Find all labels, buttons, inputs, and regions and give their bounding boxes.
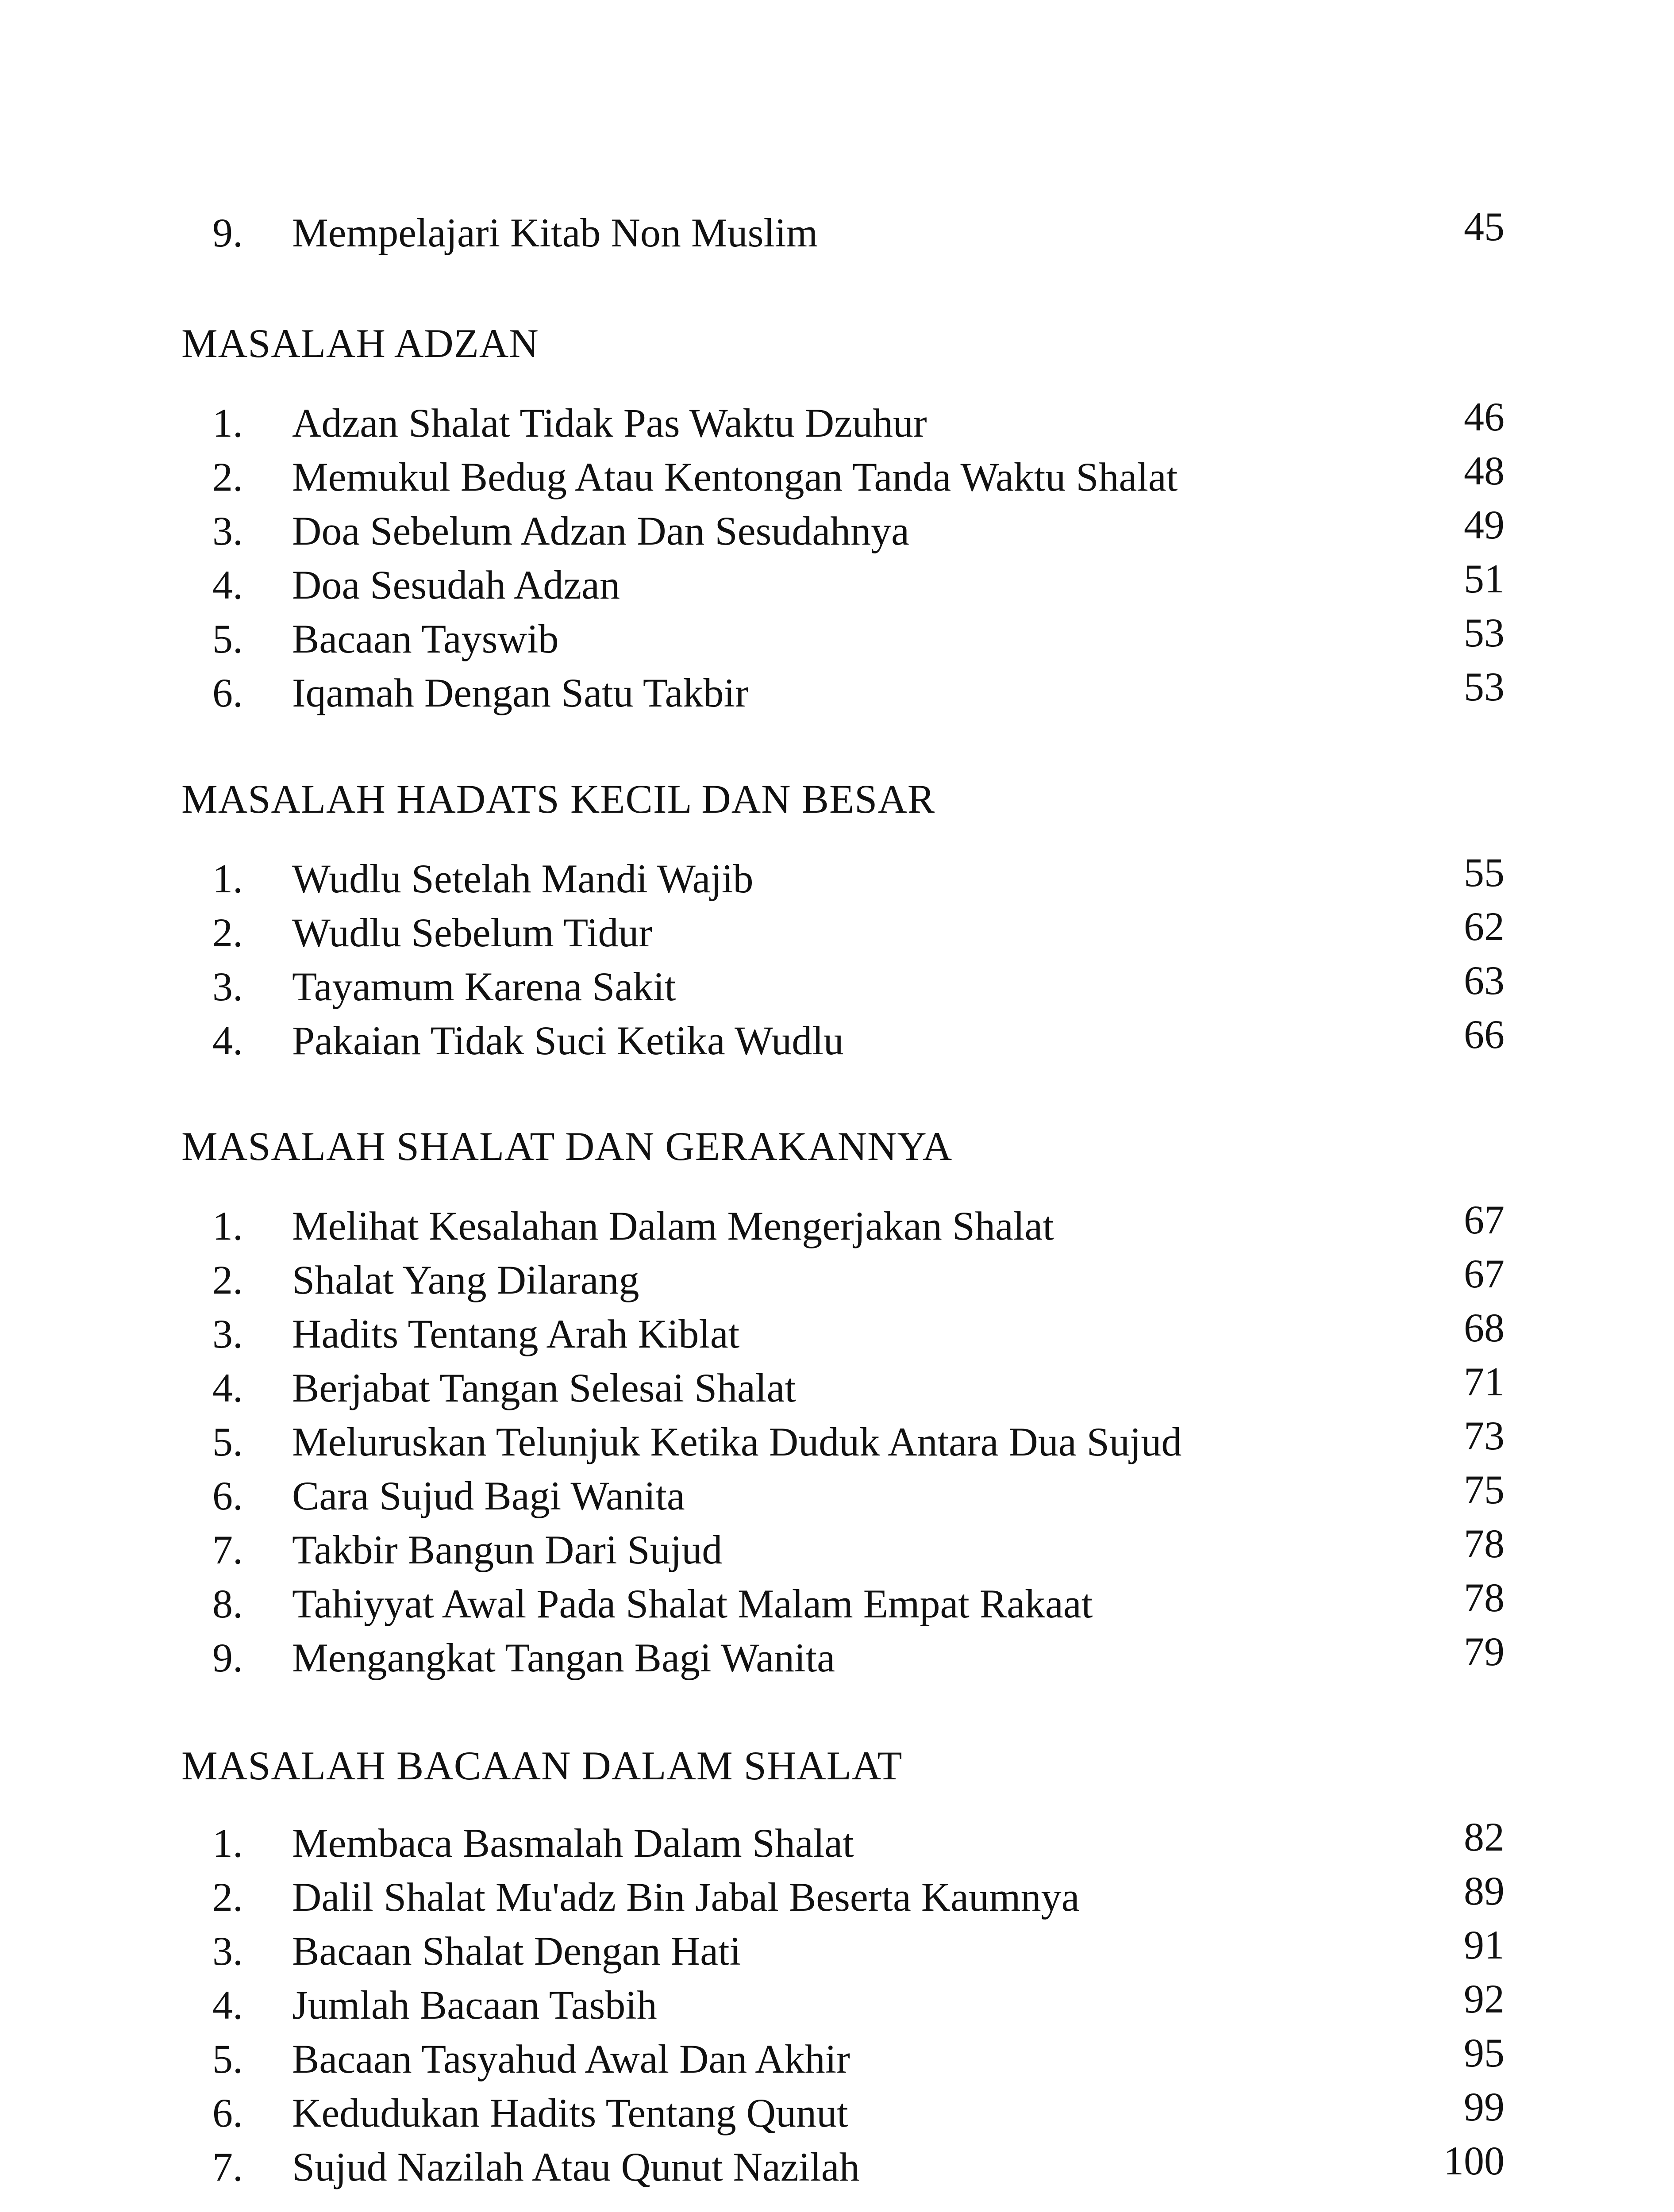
entry-number: 4.	[212, 1365, 243, 1410]
entry-page: 51	[1464, 556, 1505, 601]
entry-title: Wudlu Setelah Mandi Wajib	[292, 856, 754, 901]
entry-number: 3.	[212, 1928, 243, 1974]
entry-number: 1.	[212, 856, 243, 901]
entry-page: 100	[1443, 2138, 1505, 2183]
toc-entry	[181, 396, 1505, 450]
entry-number: 2.	[212, 910, 243, 955]
entry-page: 68	[1464, 1305, 1505, 1350]
entry-page: 62	[1464, 904, 1505, 949]
entry-title: Iqamah Dengan Satu Takbir	[292, 670, 749, 715]
entry-title: Bacaan Shalat Dengan Hati	[292, 1928, 741, 1974]
entry-page: 67	[1464, 1251, 1505, 1296]
entry-title: Membaca Basmalah Dalam Shalat	[292, 1820, 854, 1866]
entry-title: Jumlah Bacaan Tasbih	[292, 1982, 657, 2028]
entry-page: 78	[1464, 1575, 1505, 1620]
toc-entry	[181, 1870, 1505, 1924]
entry-number: 9.	[212, 1635, 243, 1680]
entry-title: Melihat Kesalahan Dalam Mengerjakan Shalat	[292, 1203, 1054, 1248]
section-heading-adzan: MASALAH ADZAN	[181, 321, 539, 366]
toc-section-shalat	[181, 1199, 1505, 1685]
entry-title: Doa Sesudah Adzan	[292, 562, 620, 607]
entry-page: 75	[1464, 1467, 1505, 1512]
entry-number: 1.	[212, 400, 243, 445]
entry-page: 48	[1464, 448, 1505, 493]
entry-page: 49	[1464, 502, 1505, 547]
toc-section-bacaan	[181, 1816, 1505, 2194]
entry-title: Pakaian Tidak Suci Ketika Wudlu	[292, 1018, 844, 1063]
entry-number: 8.	[212, 1581, 243, 1626]
entry-title: Dalil Shalat Mu'adz Bin Jabal Beserta Kaumnya	[292, 1874, 1080, 1920]
entry-title: Bacaan Tasyahud Awal Dan Akhir	[292, 2036, 850, 2081]
entry-number: 2.	[212, 1874, 243, 1920]
entry-number: 5.	[212, 616, 243, 661]
entry-title: Memukul Bedug Atau Kentongan Tanda Waktu Shalat	[292, 454, 1178, 499]
entry-page: 67	[1464, 1197, 1505, 1242]
entry-page: 89	[1464, 1868, 1505, 1913]
toc-entry	[181, 906, 1505, 960]
toc-entry	[181, 1307, 1505, 1361]
entry-page: 63	[1464, 958, 1505, 1003]
entry-page: 92	[1464, 1976, 1505, 2021]
entry-number: 3.	[212, 508, 243, 553]
toc-entry	[181, 206, 1505, 260]
entry-page: 79	[1464, 1629, 1505, 1674]
entry-page: 91	[1464, 1922, 1505, 1967]
toc-entry	[181, 558, 1505, 612]
entry-number: 7.	[212, 2144, 243, 2189]
entry-title: Berjabat Tangan Selesai Shalat	[292, 1365, 796, 1410]
entry-title: Wudlu Sebelum Tidur	[292, 910, 653, 955]
entry-number: 4.	[212, 562, 243, 607]
entry-title: Mempelajari Kitab Non Muslim	[292, 210, 818, 255]
entry-title: Adzan Shalat Tidak Pas Waktu Dzuhur	[292, 400, 927, 445]
entry-number: 9.	[212, 210, 243, 255]
entry-page: 53	[1464, 610, 1505, 655]
entry-number: 2.	[212, 1257, 243, 1302]
entry-number: 3.	[212, 1311, 243, 1356]
toc-entry	[181, 1014, 1505, 1068]
entry-number: 3.	[212, 964, 243, 1009]
toc-entry	[181, 1577, 1505, 1631]
toc-section-intro	[181, 206, 1505, 260]
entry-number: 1.	[212, 1203, 243, 1248]
entry-title: Meluruskan Telunjuk Ketika Duduk Antara Dua Sujud	[292, 1419, 1182, 1464]
toc-entry	[181, 666, 1505, 720]
toc-entry	[181, 1199, 1505, 1253]
entry-page: 71	[1464, 1359, 1505, 1404]
entry-page: 45	[1464, 204, 1505, 249]
toc-section-adzan	[181, 396, 1505, 720]
toc-entry	[181, 2086, 1505, 2140]
entry-page: 55	[1464, 850, 1505, 895]
entry-number: 7.	[212, 1527, 243, 1572]
toc-section-hadats	[181, 852, 1505, 1068]
entry-number: 4.	[212, 1018, 243, 1063]
entry-page: 95	[1464, 2030, 1505, 2075]
entry-title: Tahiyyat Awal Pada Shalat Malam Empat Rakaat	[292, 1581, 1093, 1626]
toc-entry	[181, 1631, 1505, 1685]
toc-entry	[181, 960, 1505, 1014]
section-heading-bacaan: MASALAH BACAAN DALAM SHALAT	[181, 1743, 903, 1788]
toc-entry	[181, 1469, 1505, 1523]
entry-title: Kedudukan Hadits Tentang Qunut	[292, 2090, 848, 2135]
toc-entry	[181, 852, 1505, 906]
entry-title: Doa Sebelum Adzan Dan Sesudahnya	[292, 508, 910, 553]
entry-page: 78	[1464, 1521, 1505, 1566]
entry-number: 6.	[212, 1473, 243, 1518]
toc-entry	[181, 504, 1505, 558]
entry-number: 2.	[212, 454, 243, 499]
toc-entry	[181, 612, 1505, 666]
entry-title: Bacaan Tayswib	[292, 616, 559, 661]
entry-title: Shalat Yang Dilarang	[292, 1257, 639, 1302]
entry-page: 66	[1464, 1012, 1505, 1057]
toc-entry	[181, 450, 1505, 504]
toc-entry	[181, 1523, 1505, 1577]
entry-title: Takbir Bangun Dari Sujud	[292, 1527, 723, 1572]
section-heading-shalat: MASALAH SHALAT DAN GERAKANNYA	[181, 1124, 953, 1169]
entry-page: 99	[1464, 2084, 1505, 2129]
entry-title: Mengangkat Tangan Bagi Wanita	[292, 1635, 835, 1680]
entry-page: 46	[1464, 394, 1505, 439]
entry-title: Hadits Tentang Arah Kiblat	[292, 1311, 740, 1356]
toc-entry	[181, 1816, 1505, 1870]
toc-entry	[181, 2140, 1505, 2194]
entry-page: 53	[1464, 664, 1505, 709]
entry-page: 82	[1464, 1814, 1505, 1859]
entry-number: 5.	[212, 1419, 243, 1464]
entry-number: 1.	[212, 1820, 243, 1866]
toc-entry	[181, 1924, 1505, 1978]
toc-entry	[181, 1978, 1505, 2032]
entry-number: 4.	[212, 1982, 243, 2028]
entry-number: 6.	[212, 2090, 243, 2135]
toc-entry	[181, 1253, 1505, 1307]
section-heading-hadats: MASALAH HADATS KECIL DAN BESAR	[181, 776, 935, 822]
entry-number: 5.	[212, 2036, 243, 2081]
entry-title: Sujud Nazilah Atau Qunut Nazilah	[292, 2144, 860, 2189]
entry-title: Cara Sujud Bagi Wanita	[292, 1473, 685, 1518]
entry-title: Tayamum Karena Sakit	[292, 964, 676, 1009]
toc-entry	[181, 1415, 1505, 1469]
toc-entry	[181, 2032, 1505, 2086]
entry-number: 6.	[212, 670, 243, 715]
entry-page: 73	[1464, 1413, 1505, 1458]
toc-entry	[181, 1361, 1505, 1415]
